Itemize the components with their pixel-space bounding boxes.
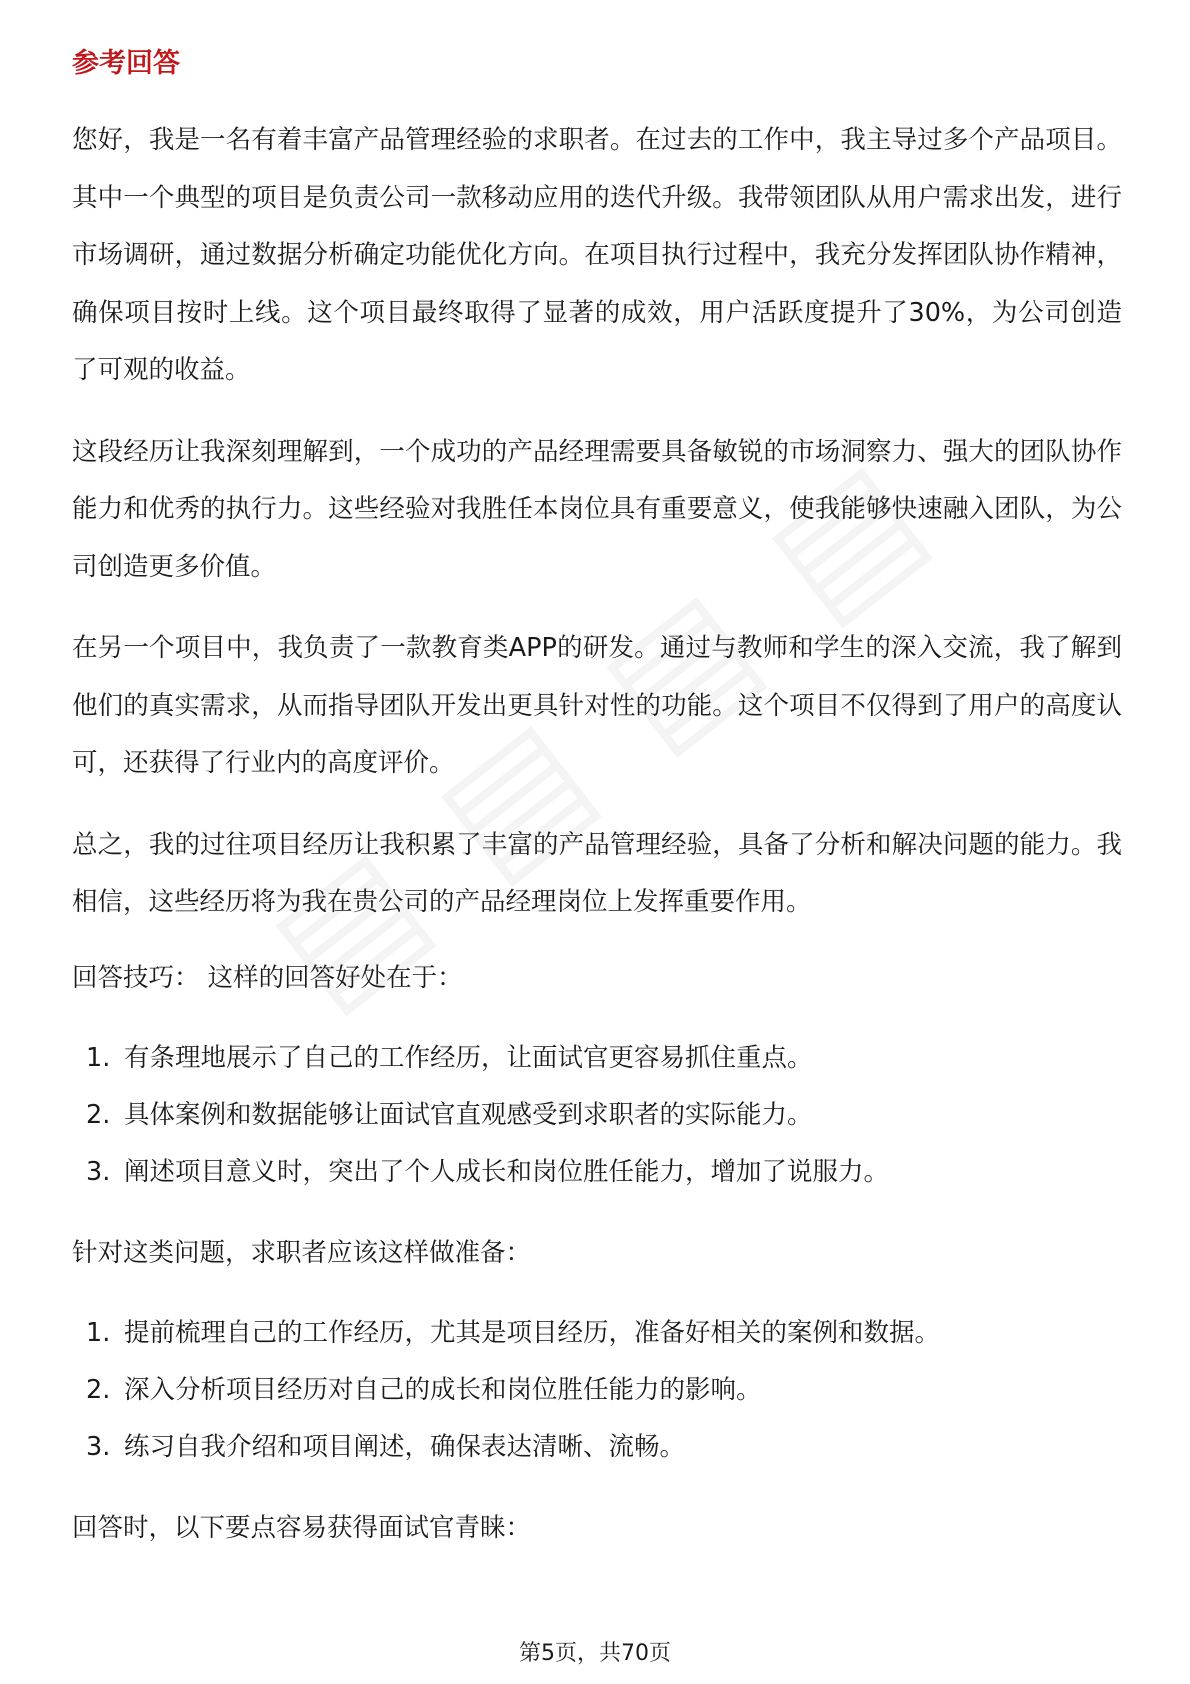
paragraph-2: 这段经历让我深刻理解到，一个成功的产品经理需要具备敏锐的市场洞察力、强大的团队协作能力和优秀的执行力。这些经验对我胜任本岗位具有重要意义，使我能够快速融入团队，为公司创造更多价值。 bbox=[72, 436, 1122, 582]
section-title: 参考回答 bbox=[72, 48, 180, 79]
list-text: 阐述项目意义时，突出了个人成长和岗位胜任能力，增加了说服力。 bbox=[124, 1156, 890, 1187]
list-number: 1. bbox=[86, 1042, 111, 1073]
list-item bbox=[72, 1419, 1122, 1476]
list-number: 2. bbox=[86, 1374, 111, 1405]
list-text: 深入分析项目经历对自己的成长和岗位胜任能力的影响。 bbox=[124, 1374, 762, 1405]
tips-list bbox=[72, 1030, 1122, 1201]
prep-list bbox=[72, 1305, 1122, 1476]
page-number-footer: 第5页，共70页 bbox=[519, 1641, 671, 1666]
list-item bbox=[72, 1305, 1122, 1362]
paragraph-3: 在另一个项目中，我负责了一款教育类APP的研发。通过与教师和学生的深入交流，我了解到他们的真实需求，从而指导团队开发出更具针对性的功能。这个项目不仅得到了用户的高度认可，还获得了行业内的高度评价。 bbox=[72, 633, 1122, 778]
list-text: 具体案例和数据能够让面试官直观感受到求职者的实际能力。 bbox=[124, 1099, 813, 1130]
list-text: 练习自我介绍和项目阐述，确保表达清晰、流畅。 bbox=[124, 1431, 686, 1462]
paragraph-4: 总之，我的过往项目经历让我积累了丰富的产品管理经验，具备了分析和解决问题的能力。我相信，这些经历将为我在贵公司的产品经理岗位上发挥重要作用。 bbox=[72, 829, 1122, 917]
list-number: 2. bbox=[86, 1099, 111, 1130]
tips-heading: 回答技巧： 这样的回答好处在于： bbox=[72, 962, 463, 993]
list-text: 有条理地展示了自己的工作经历，让面试官更容易抓住重点。 bbox=[124, 1042, 813, 1073]
list-item bbox=[72, 1144, 1122, 1201]
list-item bbox=[72, 1362, 1122, 1419]
paragraph-1: 您好，我是一名有着丰富产品管理经验的求职者。在过去的工作中，我主导过多个产品项目。其中一个典型的项目是负责公司一款移动应用的迭代升级。我带领团队从用户需求出发，进行市场调研，通过数据分析确定功能优化方向。在项目执行过程中，我充分发挥团队协作精神，确保项目按时上线。这个项目最终取得了显著的成效，用户活跃度提升了30%，为公司创造了可观的收益。 bbox=[72, 125, 1122, 385]
list-number: 3. bbox=[86, 1431, 111, 1462]
page-content bbox=[72, 44, 1122, 1580]
list-item bbox=[72, 1087, 1122, 1144]
list-number: 3. bbox=[86, 1156, 111, 1187]
prep-heading: 针对这类问题，求职者应该这样做准备： bbox=[72, 1237, 532, 1268]
list-item bbox=[72, 1030, 1122, 1087]
list-text: 提前梳理自己的工作经历，尤其是项目经历，准备好相关的案例和数据。 bbox=[124, 1317, 941, 1348]
closing-heading: 回答时，以下要点容易获得面试官青睐： bbox=[72, 1512, 532, 1543]
list-number: 1. bbox=[86, 1317, 111, 1348]
